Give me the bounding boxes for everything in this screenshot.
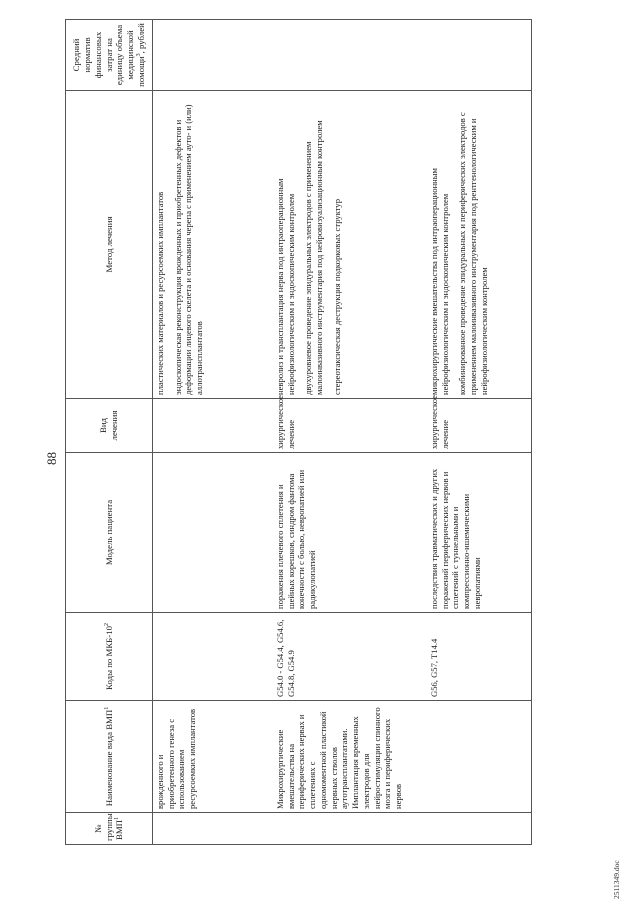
header-group-number: № группы ВМП$^1$ (66, 813, 153, 845)
header-cost-norm: Средний норматив финансовых затрат на единицу объема медицинской помощи$^3$, рублей (66, 20, 153, 91)
cell-patient-model (153, 453, 274, 613)
header-patient-model: Модель пациента (66, 453, 153, 613)
cell-cost-norm (153, 20, 274, 91)
table-row (153, 20, 274, 845)
cell-treatment-kind: хирургическое лечение (273, 399, 427, 453)
cell-treatment-method (153, 91, 274, 399)
cell-vmp-name (427, 701, 532, 813)
header-treatment-kind: Вид лечения (66, 399, 153, 453)
cell-group-number (427, 813, 532, 845)
cell-treatment-method (273, 91, 427, 399)
table-row (273, 20, 427, 845)
cell-group-number (153, 813, 274, 845)
method-text: эндоскопическая реконструкция врожденных и приобретенных дефектов и деформации лицевого скелета и основания черепа с применением ауто- и (или) аллотрансплантатов (172, 104, 205, 395)
cell-cost-norm (273, 20, 427, 91)
method-text: стереотаксическая деструкция подкорковых структур (331, 198, 342, 395)
cell-cost-norm (427, 20, 532, 91)
method-text: комбинированное проведение эпидуральных и периферических электродов с применением малоинвазивного инструментария под рентгенологическим и нейрофизиологическим контролем (457, 112, 489, 395)
cell-icd-codes: G56, G57, T14.4 (427, 613, 532, 701)
header-vmp-name: Наименование вида ВМП$^1$ (66, 701, 153, 813)
document-filename: 2511349.doc (612, 860, 621, 899)
cell-vmp-name: Микрохирургические вмешательства на периферических нервах и сплетениях с одномоментной пластикой нервных стволов аутотрансплантатами. Имплантация временных электродов для нейростимуляции спинного мозга и периферических нервов (273, 701, 427, 813)
cell-vmp-name: врожденного и приобретенного генеза с использованием ресурсоемких имплантатов (153, 701, 274, 813)
method-text: пластических материалов и ресурсоемких имплантатов (155, 191, 165, 395)
table-header-row (66, 20, 153, 845)
cell-patient-model: последствия травматических и других поражений периферических нервов и сплетений с туннельными и компрессионно-ишемическими невропатиями (427, 453, 532, 613)
cell-patient-model: поражения плечевого сплетения и шейных корешков, синдром фантома конечности с болью, невропатией или радикулопатией (273, 453, 427, 613)
header-treatment-method: Метод лечения (66, 91, 153, 399)
cell-group-number (273, 813, 427, 845)
cell-icd-codes (153, 613, 274, 701)
cell-icd-codes: G54.0 - G54.4, G54.6, G54.8, G54.9 (273, 613, 427, 701)
cell-treatment-method (427, 91, 532, 399)
cell-treatment-kind (153, 399, 274, 453)
method-text: двухуровневое проведение эпидуральных электродов с применением малоинвазивного инструментария под нейровизуализационным контролем (303, 120, 325, 395)
method-text: микрохирургические вмешательства под интраоперационным нейрофизиологическим и эндоскопическим контролем (429, 168, 450, 395)
method-text: невролиз и трансплантация нерва под интраоперационным нейрофизиологическим и эндоскопическим контролем (275, 178, 296, 395)
header-icd-codes: Коды по МКБ-$10^2$ (66, 613, 153, 701)
cell-treatment-kind: хирургическое лечение (427, 399, 532, 453)
vmp-table (65, 19, 532, 845)
page-number: 88 (44, 452, 59, 465)
table-row (427, 20, 532, 845)
